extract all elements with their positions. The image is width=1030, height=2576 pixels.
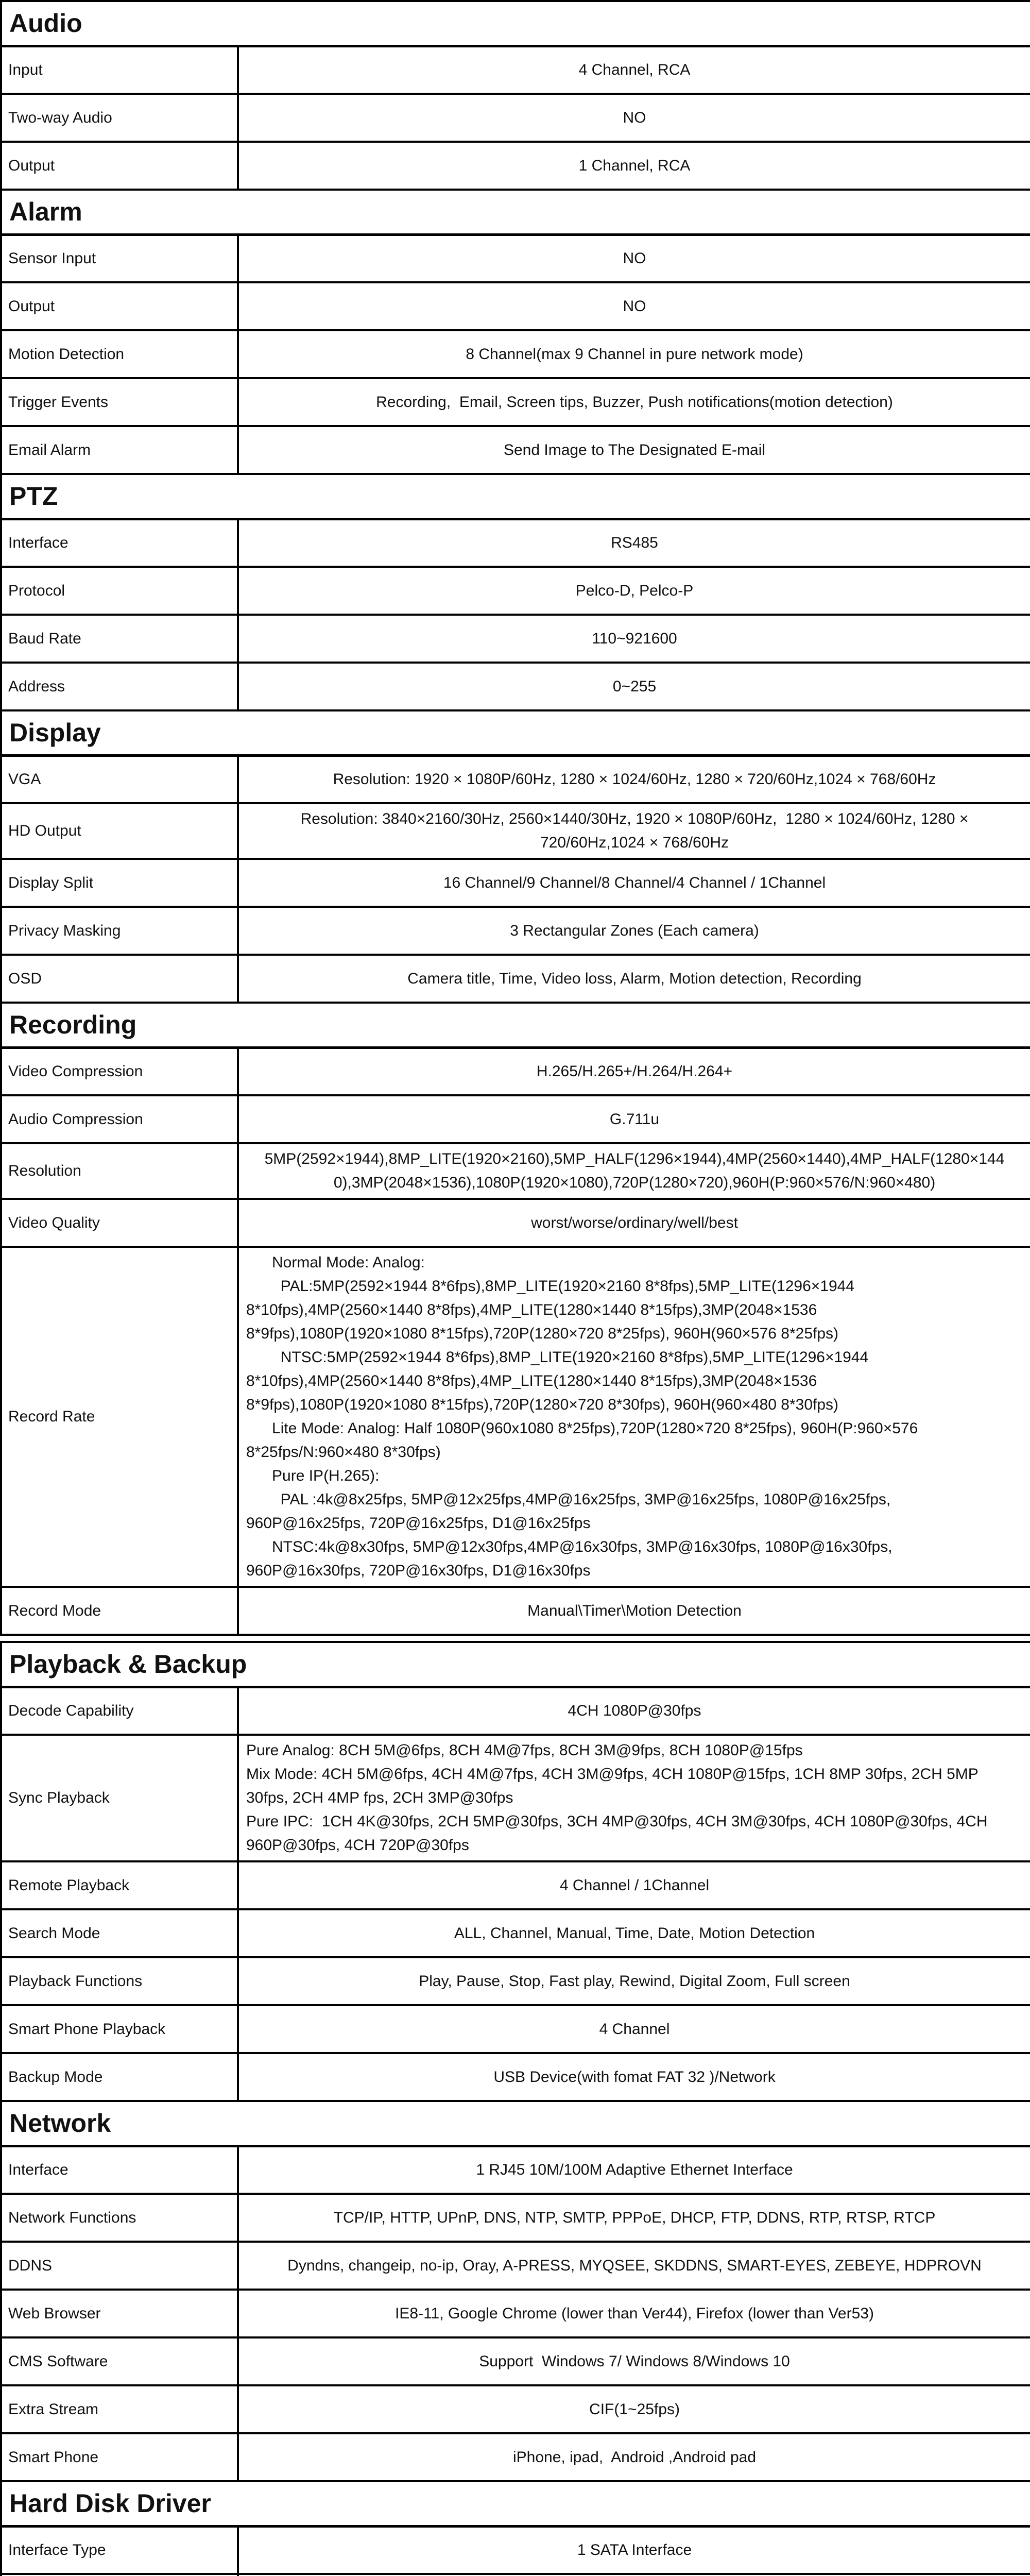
spec-row — [1, 426, 1030, 474]
spec-row — [1, 2146, 1030, 2194]
spec-row — [1, 2005, 1030, 2053]
spec-value-line: 960P@16x30fps, 720P@16x30fps, D1@16x30fps — [246, 1562, 591, 1579]
spec-label: HD Output — [1, 803, 238, 859]
spec-value — [238, 955, 1030, 1003]
section-header-row — [1, 1, 1030, 46]
spec-label: Output — [1, 142, 238, 190]
spec-value — [238, 1047, 1030, 1095]
spec-row — [1, 1047, 1030, 1095]
spec-value — [238, 142, 1030, 190]
spec-row — [1, 234, 1030, 282]
spec-label: Smart Phone — [1, 2433, 238, 2481]
spec-row — [1, 2053, 1030, 2101]
spec-value — [238, 2242, 1030, 2290]
spec-value — [238, 1095, 1030, 1143]
spec-value — [238, 755, 1030, 803]
spec-value — [238, 663, 1030, 710]
spec-value-line: NO — [623, 297, 646, 315]
spec-value — [238, 1199, 1030, 1247]
spec-label: Interface — [1, 519, 238, 567]
spec-value — [238, 2433, 1030, 2481]
spec-label: Audio Compression — [1, 1095, 238, 1143]
spec-value-line: 110~921600 — [592, 630, 677, 647]
spec-row — [1, 94, 1030, 142]
spec-value-line: Manual\Timer\Motion Detection — [527, 1602, 742, 1619]
spec-value-line: Mix Mode: 4CH 5M@6fps, 4CH 4M@7fps, 4CH 3M@9fps, 4CH 1080P@15fps, 1CH 8MP 30fps, 2CH 5MP — [246, 1766, 978, 1783]
spec-value-line: PAL :4k@8x25fps, 5MP@12x25fps,4MP@16x25fps, 3MP@16x25fps, 1080P@16x25fps, — [246, 1491, 891, 1508]
spec-value-line: 8*10fps),4MP(2560×1440 8*8fps),4MP_LITE(1280×1440 8*15fps),3MP(2048×1536 — [246, 1372, 817, 1389]
spec-row — [1, 2337, 1030, 2385]
spec-value-line: 4 Channel / 1Channel — [559, 1876, 710, 1894]
spec-value — [238, 1957, 1030, 2005]
spec-label: Video Compression — [1, 1047, 238, 1095]
spec-row — [1, 2433, 1030, 2481]
spec-value — [238, 1587, 1030, 1635]
spec-label: Email Alarm — [1, 426, 238, 474]
spec-value-line: NTSC:5MP(2592×1944 8*6fps),8MP_LITE(1920×2160 8*8fps),5MP_LITE(1296×1944 — [246, 1349, 869, 1366]
spec-row — [1, 2574, 1030, 2576]
spec-value-line: RS485 — [611, 534, 658, 551]
spec-row — [1, 330, 1030, 378]
spec-row — [1, 1199, 1030, 1247]
spec-label: Decode Capability — [1, 1687, 238, 1735]
spec-value-line: PAL:5MP(2592×1944 8*6fps),8MP_LITE(1920×2160 8*8fps),5MP_LITE(1296×1944 — [246, 1278, 855, 1295]
spec-row — [1, 567, 1030, 615]
spec-value — [238, 1861, 1030, 1909]
spec-value — [238, 2290, 1030, 2337]
spec-value — [238, 94, 1030, 142]
spec-label: Search Mode — [1, 1909, 238, 1957]
spec-value — [238, 567, 1030, 615]
section-title: Audio — [1, 1, 1030, 46]
section-header-row — [1, 190, 1030, 234]
spec-row — [1, 615, 1030, 663]
spec-value-line: 960P@16x25fps, 720P@16x25fps, D1@16x25fps — [246, 1515, 591, 1532]
spec-value-line: Pelco-D, Pelco-P — [575, 582, 694, 599]
spec-label: Display Split — [1, 859, 238, 907]
spec-value — [238, 907, 1030, 955]
section-title: Recording — [1, 1003, 1030, 1047]
spec-value-line: 3 Rectangular Zones (Each camera) — [510, 922, 759, 939]
spec-value-line: NO — [623, 249, 646, 267]
spec-value-line: 1 Channel, RCA — [578, 157, 691, 174]
spec-row — [1, 859, 1030, 907]
section-header-row — [1, 474, 1030, 519]
spec-value — [238, 1247, 1030, 1587]
spec-value-line: Recording, Email, Screen tips, Buzzer, Push notifications(motion detection) — [376, 393, 893, 411]
spec-value — [238, 2005, 1030, 2053]
spec-label: Baud Rate — [1, 615, 238, 663]
spec-value-line: Camera title, Time, Video loss, Alarm, Motion detection, Recording — [407, 970, 862, 987]
spec-value — [238, 234, 1030, 282]
spec-label: Resolution — [1, 1143, 238, 1199]
spec-value-line: 8*9fps),1080P(1920×1080 8*15fps),720P(1280×720 8*30fps), 960H(960×480 8*30fps) — [246, 1396, 839, 1413]
spec-value — [238, 1735, 1030, 1861]
spec-value-line: 1 RJ45 10M/100M Adaptive Ethernet Interface — [476, 2161, 793, 2178]
spec-value — [238, 1909, 1030, 1957]
spec-value-line: 8*9fps),1080P(1920×1080 8*15fps),720P(1280×720 8*25fps), 960H(960×576 8*25fps) — [246, 1325, 839, 1342]
spec-row — [1, 1861, 1030, 1909]
spec-value-line: Normal Mode: Analog: — [246, 1254, 425, 1271]
spec-row — [1, 663, 1030, 710]
section-header-row — [1, 2101, 1030, 2146]
section-header-row — [1, 2481, 1030, 2526]
spec-value-line: Pure IP(H.265): — [246, 1467, 380, 1484]
spec-value-line: CIF(1~25fps) — [589, 2400, 680, 2418]
spec-label: Sync Playback — [1, 1735, 238, 1861]
section-header-row — [1, 1642, 1030, 1687]
spec-row — [1, 1247, 1030, 1587]
spec-value — [238, 859, 1030, 907]
spec-value — [238, 2526, 1030, 2574]
spec-value-line: worst/worse/ordinary/well/best — [531, 1214, 738, 1231]
spec-row — [1, 1587, 1030, 1635]
spec-value-line: 4 Channel, RCA — [578, 61, 691, 78]
spec-label: Smart Phone Playback — [1, 2005, 238, 2053]
spec-row — [1, 142, 1030, 190]
spec-row — [1, 2242, 1030, 2290]
section-title: Hard Disk Driver — [1, 2481, 1030, 2526]
spec-row — [1, 2194, 1030, 2242]
spec-label: Web Browser — [1, 2290, 238, 2337]
spec-row — [1, 378, 1030, 426]
spec-label: Playback Functions — [1, 1957, 238, 2005]
spec-row — [1, 755, 1030, 803]
spec-row — [1, 1957, 1030, 2005]
spec-value — [238, 378, 1030, 426]
spec-label: Motion Detection — [1, 330, 238, 378]
spec-value — [238, 1687, 1030, 1735]
spec-row — [1, 1735, 1030, 1861]
spec-value-line: NO — [623, 109, 646, 126]
spec-value-line: 0~255 — [612, 677, 657, 695]
spec-value-line: Dyndns, changeip, no-ip, Oray, A-PRESS, MYQSEE, SKDDNS, SMART-EYES, ZEBEYE, HDPROVN — [287, 2257, 982, 2274]
spec-value-line: Resolution: 1920 × 1080P/60Hz, 1280 × 1024/60Hz, 1280 × 720/60Hz,1024 × 768/60Hz — [333, 770, 936, 788]
spec-row — [1, 2290, 1030, 2337]
spec-value-line: H.265/H.265+/H.264/H.264+ — [536, 1062, 733, 1080]
spec-label: CMS Software — [1, 2337, 238, 2385]
spec-value-line: ALL, Channel, Manual, Time, Date, Motion Detection — [454, 1924, 815, 1942]
spec-value-line: 8 Channel(max 9 Channel in pure network mode) — [466, 345, 803, 363]
spec-value — [238, 330, 1030, 378]
spec-value-line: 16 Channel/9 Channel/8 Channel/4 Channel / 1Channel — [443, 874, 826, 891]
spec-label: Remote Playback — [1, 1861, 238, 1909]
spec-value-line: TCP/IP, HTTP, UPnP, DNS, NTP, SMTP, PPPoE, DHCP, FTP, DDNS, RTP, RTSP, RTCP — [333, 2209, 936, 2226]
spec-value-line: IE8-11, Google Chrome (lower than Ver44), Firefox (lower than Ver53) — [395, 2304, 874, 2322]
spec-label: Interface — [1, 2146, 238, 2194]
spec-value — [238, 615, 1030, 663]
section-title: Network — [1, 2101, 1030, 2146]
spec-value-line: 0),3MP(2048×1536),1080P(1920×1080),720P(1280×720),960H(P:960×576/N:960×480) — [333, 1174, 936, 1191]
spec-label: Sensor Input — [1, 234, 238, 282]
spec-value-line: Lite Mode: Analog: Half 1080P(960x1080 8*25fps),720P(1280×720 8*25fps), 960H(P:960×576 — [246, 1420, 918, 1437]
spec-value — [238, 2146, 1030, 2194]
spec-label: Network Functions — [1, 2194, 238, 2242]
spec-value — [238, 426, 1030, 474]
spec-value — [238, 1143, 1030, 1199]
spec-value-line: NTSC:4k@8x30fps, 5MP@12x30fps,4MP@16x30fps, 3MP@16x30fps, 1080P@16x30fps, — [246, 1538, 892, 1555]
spec-row — [1, 519, 1030, 567]
spec-row — [1, 2526, 1030, 2574]
spec-row — [1, 2385, 1030, 2433]
spec-value — [238, 519, 1030, 567]
spec-label: Privacy Masking — [1, 907, 238, 955]
spec-value — [238, 46, 1030, 94]
section-title: Alarm — [1, 190, 1030, 234]
spec-value — [238, 2194, 1030, 2242]
spec-value — [238, 282, 1030, 330]
spec-value-line: Play, Pause, Stop, Fast play, Rewind, Digital Zoom, Full screen — [419, 1972, 850, 1990]
spec-row — [1, 907, 1030, 955]
spec-label: Two-way Audio — [1, 94, 238, 142]
spec-value-line: Pure IPC: 1CH 4K@30fps, 2CH 5MP@30fps, 3CH 4MP@30fps, 4CH 3M@30fps, 4CH 1080P@30fps, 4CH — [246, 1813, 988, 1830]
spec-row — [1, 955, 1030, 1003]
spec-label: Input — [1, 46, 238, 94]
section-header-row — [1, 710, 1030, 755]
spec-value — [238, 2574, 1030, 2576]
spec-row — [1, 46, 1030, 94]
spec-label: OSD — [1, 955, 238, 1003]
spec-value-line: 960P@30fps, 4CH 720P@30fps — [246, 1837, 469, 1854]
spec-value-line: Support Windows 7/ Windows 8/Windows 10 — [479, 2352, 790, 2370]
spec-row — [1, 1143, 1030, 1199]
section-gap-cell — [1, 1635, 1030, 1642]
spec-value-line: 4CH 1080P@30fps — [568, 1702, 701, 1719]
section-gap — [1, 1635, 1030, 1642]
spec-value-line: 1 SATA Interface — [577, 2541, 692, 2558]
spec-value-line: 720/60Hz,1024 × 768/60Hz — [540, 834, 729, 851]
spec-row — [1, 803, 1030, 859]
spec-label: Backup Mode — [1, 2053, 238, 2101]
spec-label: Extra Stream — [1, 2385, 238, 2433]
spec-row — [1, 1095, 1030, 1143]
spec-value — [238, 2337, 1030, 2385]
spec-value — [238, 803, 1030, 859]
spec-value-line: 5MP(2592×1944),8MP_LITE(1920×2160),5MP_HALF(1296×1944),4MP(2560×1440),4MP_HALF(1280×144 — [264, 1150, 1005, 1167]
spec-value-line: Send Image to The Designated E-mail — [503, 441, 766, 459]
section-title: Display — [1, 710, 1030, 755]
spec-label: Interface Type — [1, 2526, 238, 2574]
spec-label: Output — [1, 282, 238, 330]
spec-value-line: 30fps, 2CH 4MP fps, 2CH 3MP@30fps — [246, 1789, 513, 1806]
spec-label: Record Mode — [1, 1587, 238, 1635]
spec-label: VGA — [1, 755, 238, 803]
spec-value-line: Resolution: 3840×2160/30Hz, 2560×1440/30Hz, 1920 × 1080P/60Hz, 1280 × 1024/60Hz, 1280 × — [300, 810, 969, 827]
spec-row — [1, 1909, 1030, 1957]
spec-label: Address — [1, 663, 238, 710]
section-header-row — [1, 1003, 1030, 1047]
spec-label: Protocol — [1, 567, 238, 615]
spec-label: Record Rate — [1, 1247, 238, 1587]
spec-value-line: Pure Analog: 8CH 5M@6fps, 8CH 4M@7fps, 8CH 3M@9fps, 8CH 1080P@15fps — [246, 1742, 803, 1759]
spec-value-line: G.711u — [609, 1110, 660, 1128]
spec-row — [1, 1687, 1030, 1735]
spec-label — [1, 2574, 238, 2576]
spec-value-line: 8*10fps),4MP(2560×1440 8*8fps),4MP_LITE(1280×1440 8*15fps),3MP(2048×1536 — [246, 1301, 817, 1318]
spec-label: DDNS — [1, 2242, 238, 2290]
spec-row — [1, 282, 1030, 330]
spec-value — [238, 2385, 1030, 2433]
spec-label: Trigger Events — [1, 378, 238, 426]
spec-value — [238, 2053, 1030, 2101]
spec-value-line: 8*25fps/N:960×480 8*30fps) — [246, 1444, 441, 1461]
section-title: Playback & Backup — [1, 1642, 1030, 1687]
spec-value-line: 4 Channel — [599, 2020, 670, 2038]
spec-value-line: USB Device(with fomat FAT 32 )/Network — [493, 2068, 776, 2086]
spec-value-line: iPhone, ipad, Android ,Android pad — [512, 2448, 757, 2466]
section-title: PTZ — [1, 474, 1030, 519]
spec-label: Video Quality — [1, 1199, 238, 1247]
